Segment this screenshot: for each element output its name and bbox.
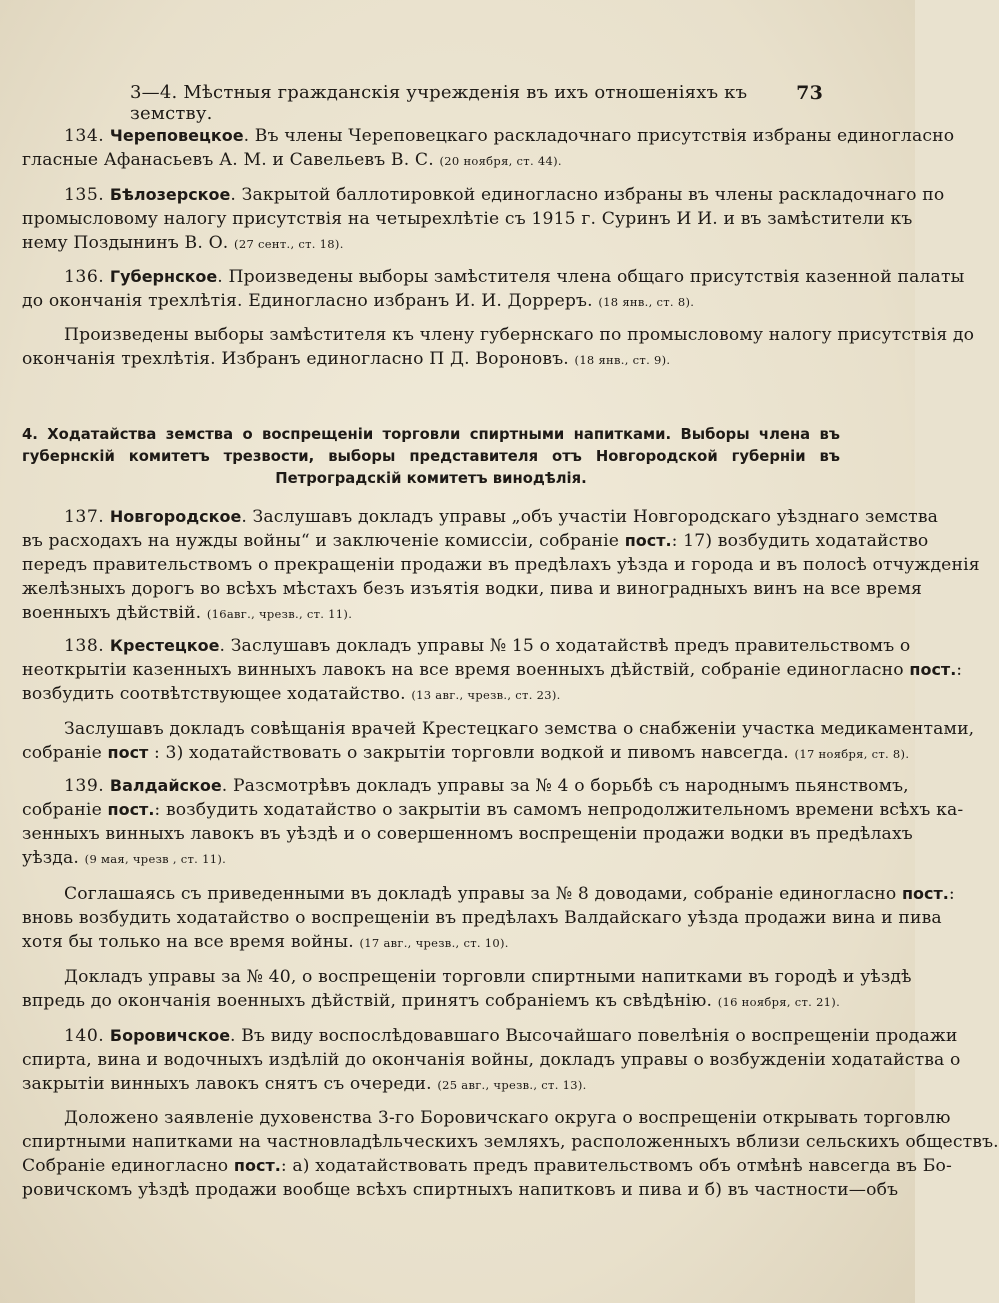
entry-name: Валдайское bbox=[109, 776, 222, 795]
text-line bbox=[22, 601, 840, 626]
text-line: промысловому налогу присутствія на четырехлѣтіе съ 1915 г. Суринъ И И. и въ замѣстители къ bbox=[22, 209, 913, 229]
text-fragment: . Въ виду воспослѣдовавшаго Высочайшаго повелѣнія о воспрещеніи продажи bbox=[230, 1026, 958, 1046]
text-line: передъ правительствомъ о прекращеніи продажи въ предѣлахъ уѣзда и города и въ полосѣ отчужденія bbox=[22, 555, 980, 575]
resolution-mark: пост. bbox=[909, 660, 957, 679]
paragraph-138-continued bbox=[22, 717, 975, 766]
text-fragment: . Произведены выборы замѣстителя члена общаго присутствія казенной палаты bbox=[217, 267, 965, 287]
text-line bbox=[22, 741, 910, 766]
text-line bbox=[22, 846, 840, 871]
text-fragment: гласные Афанасьевъ А. М. и Савельевъ В. С. bbox=[22, 150, 434, 170]
text-fragment: . Закрытой баллотировкой единогласно избраны въ члены раскладочнаго по bbox=[230, 185, 945, 205]
text-fragment: : bbox=[956, 660, 963, 680]
text-line bbox=[22, 1024, 958, 1048]
entry-name: Крестецкое bbox=[109, 636, 220, 655]
text-line bbox=[22, 930, 840, 955]
text-fragment: : 3) ходатайствовать о закрытіи торговли водкой и пивомъ навсегда. bbox=[148, 743, 789, 763]
entry-number: 138. bbox=[64, 636, 105, 656]
paragraph-139-note bbox=[22, 965, 912, 1014]
text-line: Заслушавъ докладъ совѣщанія врачей Крестецкаго земства о снабженіи участка медикаментами, bbox=[64, 719, 975, 739]
text-line bbox=[22, 798, 964, 822]
resolution-mark: пост. bbox=[233, 1156, 281, 1175]
text-fragment: хотя бы только на все время войны. bbox=[22, 932, 354, 952]
text-fragment: : возбудить ходатайство о закрытіи въ самомъ непродолжительномъ времени всѣхъ ка- bbox=[154, 800, 964, 820]
text-fragment: впредь до окончанія военныхъ дѣйствій, принятъ собраніемъ къ свѣдѣнію. bbox=[22, 991, 713, 1011]
resolution-mark: пост. bbox=[624, 531, 672, 550]
text-line: вновь возбудить ходатайство о воспрещеніи въ предѣлахъ Валдайскаго уѣзда продажи вина и пива bbox=[22, 908, 942, 928]
heading-line: Петроградскій комитетъ винодѣлія. bbox=[275, 470, 587, 487]
text-line bbox=[22, 1072, 840, 1097]
source-ref: (9 мая, чрезв , ст. 11). bbox=[84, 852, 227, 866]
entry-name: Череповецкое bbox=[109, 126, 244, 145]
text-fragment: неоткрытіи казенныхъ винныхъ лавокъ на все время военныхъ дѣйствій, собраніе единогласно bbox=[22, 660, 910, 680]
text-line bbox=[22, 682, 840, 707]
text-line: зенныхъ винныхъ лавокъ въ уѣздѣ и о совершенномъ воспрещеніи продажи водки въ предѣлахъ bbox=[22, 824, 913, 844]
text-line bbox=[22, 1154, 952, 1178]
source-ref: (18 янв., ст. 9). bbox=[574, 353, 671, 367]
source-ref: (27 сент., ст. 18). bbox=[234, 237, 344, 251]
resolution-mark: пост bbox=[107, 743, 149, 762]
paragraph-135 bbox=[22, 183, 945, 256]
entry-number: 135. bbox=[64, 185, 105, 205]
text-fragment: . Заслушавъ докладъ управы „объ участіи Новгородскаго уѣзднаго земства bbox=[241, 507, 939, 527]
text-line bbox=[22, 347, 840, 372]
page-number: 73 bbox=[796, 82, 823, 104]
entry-number: 134. bbox=[64, 126, 105, 146]
text-line bbox=[22, 505, 939, 529]
source-ref: (16авг., чрезв., ст. 11). bbox=[206, 607, 353, 621]
resolution-mark: пост. bbox=[107, 800, 155, 819]
text-fragment: Собраніе единогласно bbox=[22, 1156, 234, 1176]
text-fragment: собраніе bbox=[22, 800, 108, 820]
text-fragment: : а) ходатайствовать предъ правительствомъ объ отмѣнѣ навсегда въ Бо- bbox=[280, 1156, 952, 1176]
heading-line: губернскій комитетъ трезвости, выборы представителя отъ Новгородской губерніи въ bbox=[22, 448, 840, 465]
text-fragment: : 17) возбудить ходатайство bbox=[671, 531, 929, 551]
text-fragment: нему Поздынинъ В. О. bbox=[22, 233, 229, 253]
paragraph-134 bbox=[22, 124, 955, 173]
paragraph-139 bbox=[22, 774, 964, 871]
text-line bbox=[22, 634, 911, 658]
paragraph-136-continued bbox=[22, 323, 975, 372]
text-fragment: въ расходахъ на нужды войны“ и заключеніе комиссіи, собраніе bbox=[22, 531, 625, 551]
text-fragment: до окончанія трехлѣтія. Единогласно избранъ И. И. Дорреръ. bbox=[22, 291, 593, 311]
entry-number: 136. bbox=[64, 267, 105, 287]
text-fragment: : bbox=[948, 884, 955, 904]
paragraph-139-continued bbox=[22, 882, 955, 955]
paragraph-140-continued bbox=[22, 1106, 999, 1202]
text-line: ровичскомъ уѣздѣ продажи вообще всѣхъ спиртныхъ напитковъ и пива и б) въ частности—объ bbox=[22, 1180, 899, 1200]
text-line bbox=[22, 774, 909, 798]
entry-number: 140. bbox=[64, 1026, 105, 1046]
text-fragment: окончанія трехлѣтія. Избранъ единогласно П Д. Вороновъ. bbox=[22, 349, 569, 369]
text-line bbox=[22, 529, 929, 553]
text-fragment: уѣзда. bbox=[22, 848, 80, 868]
entry-number: 139. bbox=[64, 776, 105, 796]
entry-name: Губернское bbox=[109, 267, 218, 286]
text-fragment: собраніе bbox=[22, 743, 108, 763]
text-line: желѣзныхъ дорогъ во всѣхъ мѣстахъ безъ изъятія водки, пива и виноградныхъ винъ на все время bbox=[22, 579, 922, 599]
text-line: Произведены выборы замѣстителя къ члену губернскаго по промысловому налогу присутствія до bbox=[64, 325, 975, 345]
text-fragment: Соглашаясь съ приведенными въ докладѣ управы за № 8 доводами, собраніе единогласно bbox=[64, 884, 902, 904]
text-fragment: . Разсмотрѣвъ докладъ управы за № 4 о борьбѣ съ народнымъ пьянствомъ, bbox=[221, 776, 909, 796]
source-ref: (13 авг., чрезв., ст. 23). bbox=[411, 688, 561, 702]
text-line bbox=[22, 289, 840, 314]
text-fragment: закрытіи винныхъ лавокъ снятъ съ очереди. bbox=[22, 1074, 432, 1094]
text-fragment: военныхъ дѣйствій. bbox=[22, 603, 202, 623]
text-line bbox=[22, 183, 945, 207]
entry-name: Бѣлозерское bbox=[109, 185, 231, 204]
source-ref: (18 янв., ст. 8). bbox=[598, 295, 695, 309]
running-title: 3—4. Мѣстныя гражданскія учрежденія въ ихъ отношеніяхъ къ земству. bbox=[130, 82, 748, 124]
paragraph-137 bbox=[22, 505, 980, 626]
text-line bbox=[22, 658, 963, 682]
source-ref: (17 авг., чрезв., ст. 10). bbox=[359, 936, 509, 950]
entry-number: 137. bbox=[64, 507, 105, 527]
text-line: Докладъ управы за № 40, о воспрещеніи торговли спиртными напитками въ городѣ и уѣздѣ bbox=[64, 967, 912, 987]
text-fragment: . Въ члены Череповецкаго раскладочнаго присутствія избраны единогласно bbox=[243, 126, 955, 146]
text-fragment: . Заслушавъ докладъ управы № 15 о ходатайствѣ предъ правительствомъ о bbox=[219, 636, 911, 656]
source-ref: (17 ноября, ст. 8). bbox=[794, 747, 910, 761]
text-line bbox=[22, 989, 840, 1014]
resolution-mark: пост. bbox=[902, 884, 949, 903]
source-ref: (25 авг., чрезв., ст. 13). bbox=[437, 1078, 587, 1092]
text-line bbox=[22, 148, 840, 173]
text-line: Доложено заявленіе духовенства 3-го Боровичскаго округа о воспрещеніи открывать торговлю bbox=[64, 1108, 951, 1128]
heading-line: 4. Ходатайства земства о воспрещеніи торговли спиртными напитками. Выборы члена въ bbox=[22, 426, 840, 443]
text-line bbox=[22, 265, 965, 289]
text-line: спиртными напитками на частновладѣльческихъ земляхъ, расположенныхъ вблизи сельскихъ обществъ. bbox=[22, 1132, 999, 1152]
paragraph-140 bbox=[22, 1024, 961, 1097]
text-fragment: возбудить соотвѣтствующее ходатайство. bbox=[22, 684, 406, 704]
text-line bbox=[22, 124, 955, 148]
entry-name: Боровичское bbox=[109, 1026, 231, 1045]
section-heading bbox=[22, 424, 840, 490]
text-line bbox=[22, 231, 840, 256]
source-ref: (16 ноября, ст. 21). bbox=[717, 995, 841, 1009]
source-ref: (20 ноября, ст. 44). bbox=[439, 154, 562, 168]
text-line bbox=[22, 882, 955, 906]
paragraph-136 bbox=[22, 265, 965, 314]
text-line: спирта, вина и водочныхъ издѣлій до окончанія войны, докладъ управы о возбужденіи ходатайства о bbox=[22, 1050, 961, 1070]
paragraph-138 bbox=[22, 634, 963, 707]
entry-name: Новгородское bbox=[109, 507, 242, 526]
